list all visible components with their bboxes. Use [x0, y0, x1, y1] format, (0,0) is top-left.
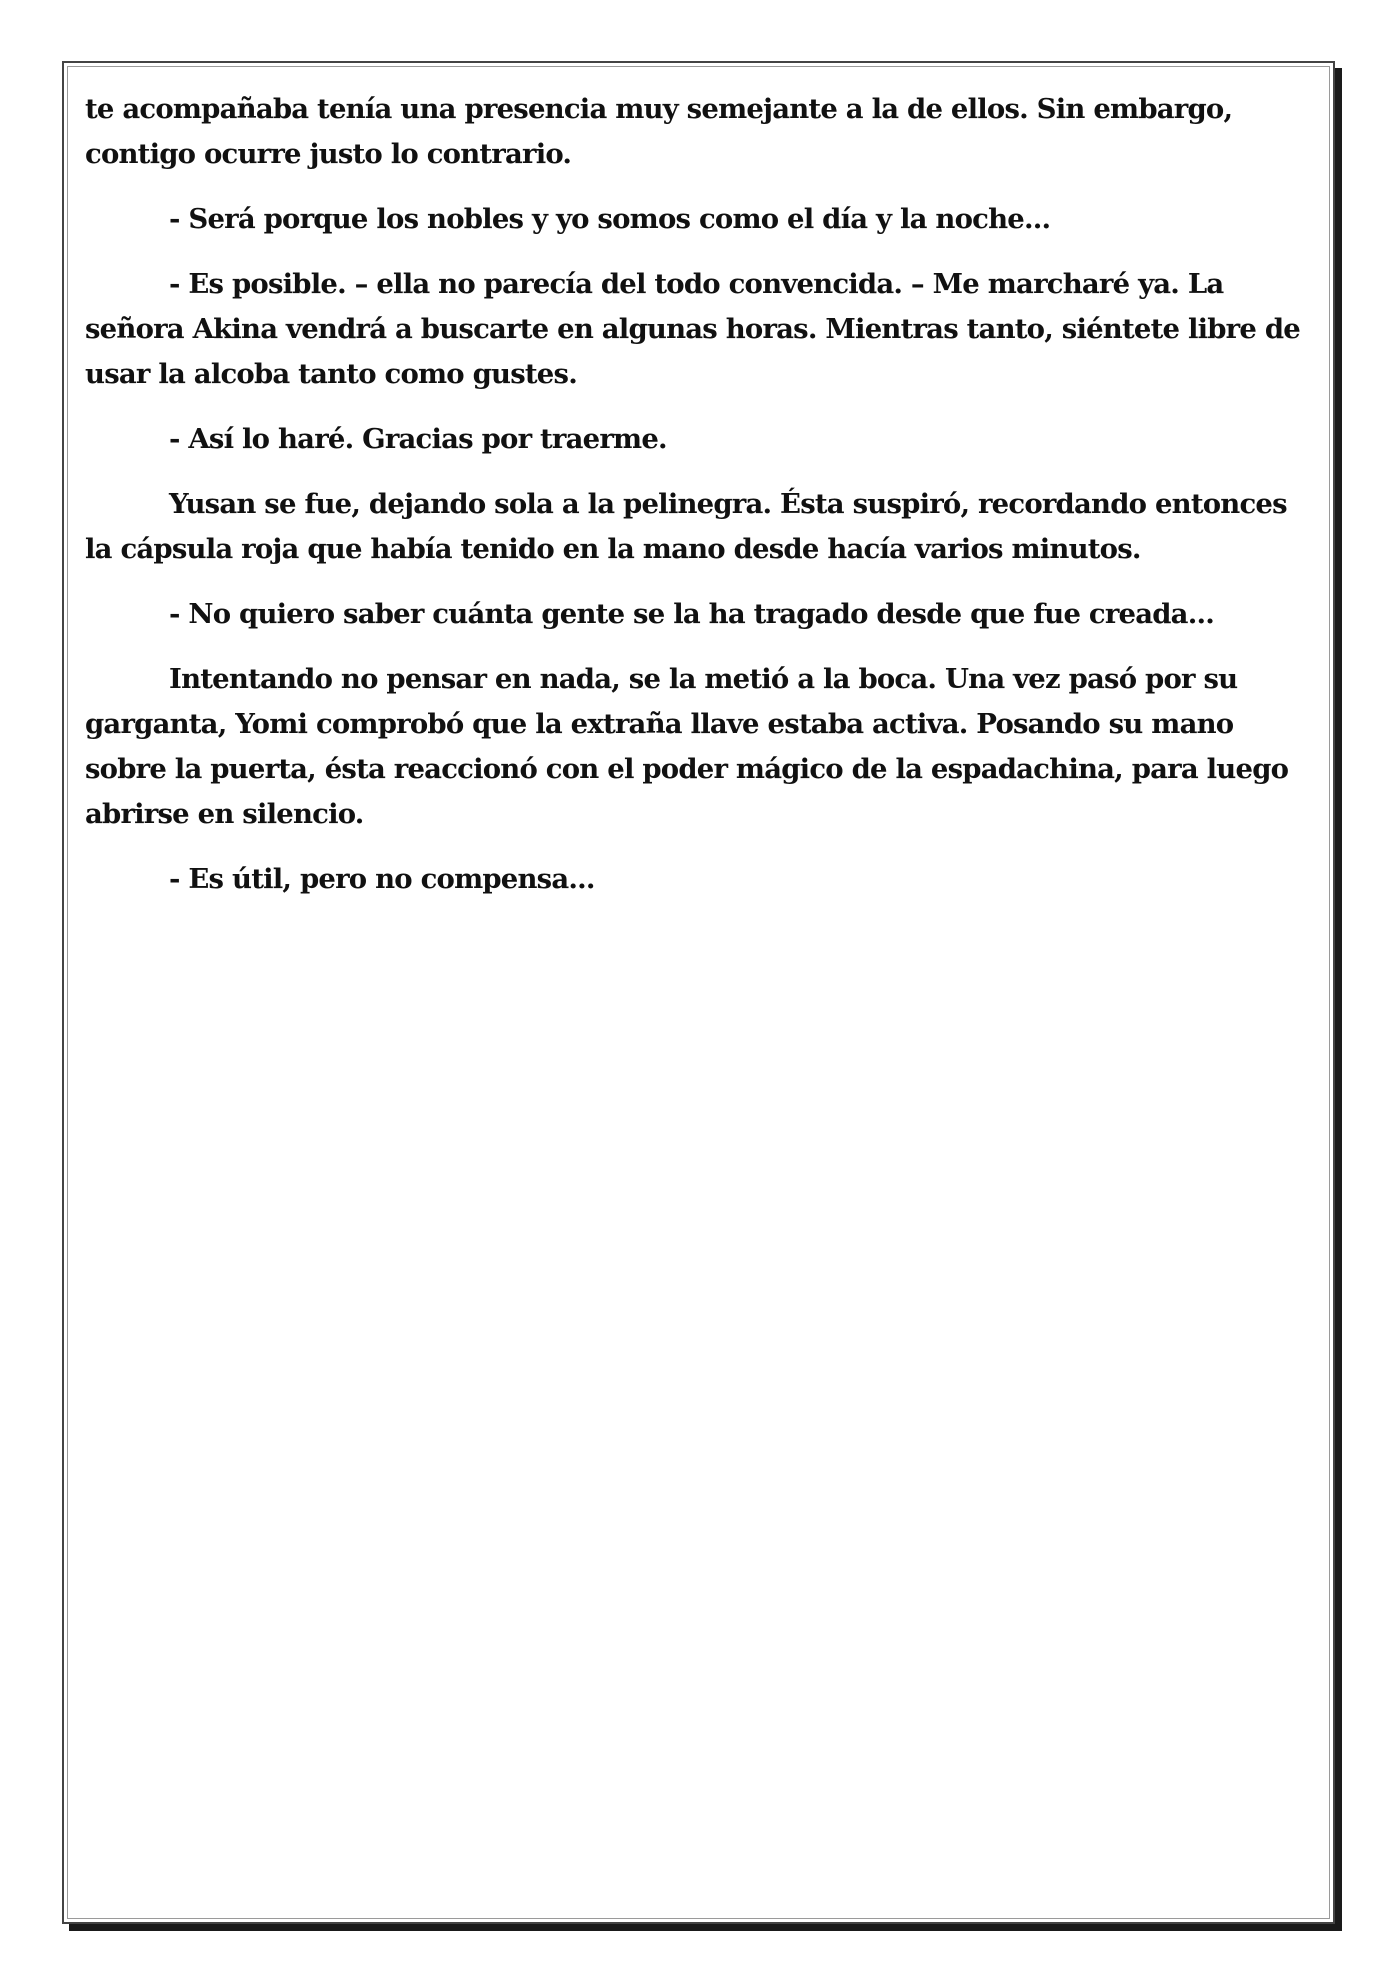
paragraph-4: - Así lo haré. Gracias por traerme.: [169, 423, 667, 455]
paragraph-5: Yusan se fue, dejando sola a la pelinegra. Ésta suspiró, recordando entonces la cápsula roja que había tenido en la mano desde hacía varios minutos.: [85, 488, 1287, 565]
paragraph-3: - Es posible. – ella no parecía del todo convencida. – Me marcharé ya. La señora Akina vendrá a buscarte en algunas horas. Mientras tanto, siéntete libre de usar la alcoba tanto como gustes.: [85, 268, 1300, 390]
paragraph-8: - Es útil, pero no compensa...: [169, 863, 595, 895]
body-text: [85, 87, 1315, 922]
page-frame: [62, 61, 1335, 1924]
paragraph-7: Intentando no pensar en nada, se la metió a la boca. Una vez pasó por su garganta, Yomi comprobó que la extraña llave estaba activa. Posando su mano sobre la puerta, ésta reaccionó con el poder mágico de la espadachina, para luego abrirse en silencio.: [85, 663, 1289, 830]
paragraph-6: - No quiero saber cuánta gente se la ha tragado desde que fue creada...: [169, 598, 1215, 630]
paragraph-1: te acompañaba tenía una presencia muy semejante a la de ellos. Sin embargo, contigo ocurre justo lo contrario.: [85, 93, 1233, 170]
paragraph-2: - Será porque los nobles y yo somos como el día y la noche...: [169, 203, 1051, 235]
